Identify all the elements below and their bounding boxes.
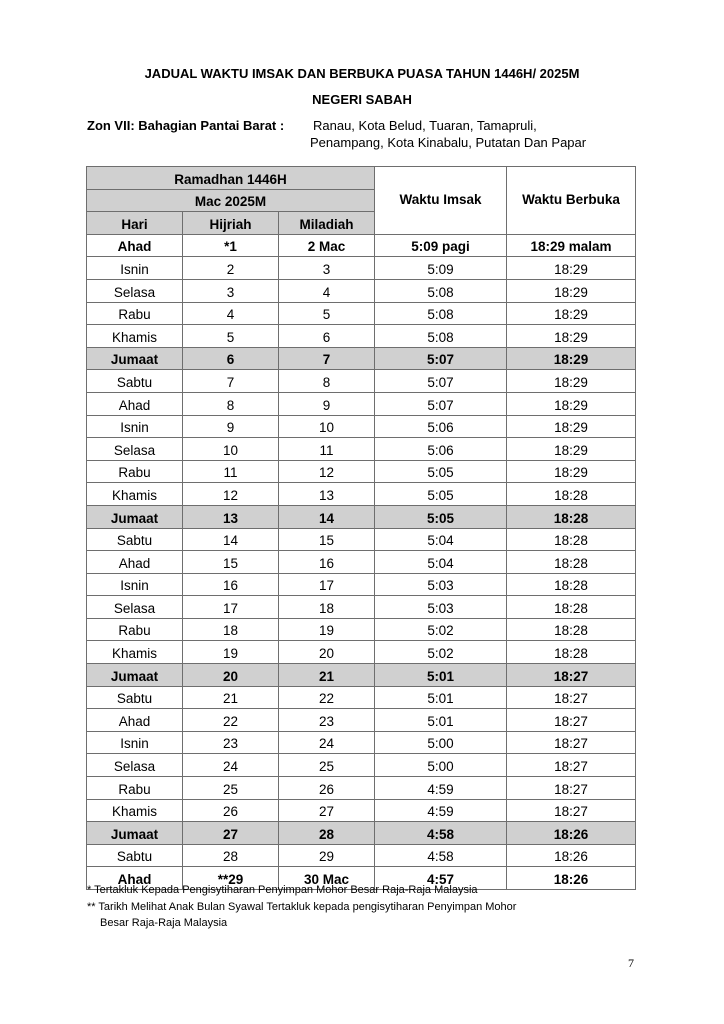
table-row: [87, 370, 636, 393]
zone-label: Zon VII: Bahagian Pantai Barat :: [87, 118, 285, 133]
cell-berbuka: 18:27: [507, 664, 636, 687]
cell-imsak: 5:01: [375, 709, 507, 732]
header-month: Mac 2025M: [87, 189, 375, 212]
cell-berbuka: 18:26: [507, 844, 636, 867]
cell-berbuka: 18:29: [507, 325, 636, 348]
cell-hari: Isnin: [87, 257, 183, 280]
cell-hijriah: 23: [183, 731, 279, 754]
cell-berbuka: 18:27: [507, 799, 636, 822]
cell-imsak: 5:02: [375, 618, 507, 641]
cell-hari: Isnin: [87, 573, 183, 596]
cell-miladiah: 12: [279, 460, 375, 483]
cell-miladiah: 30 Mac: [279, 867, 375, 890]
footnote-2: ** Tarikh Melihat Anak Bulan Syawal Tertakluk kepada pengisytiharan Penyimpan Mohor: [87, 901, 517, 913]
cell-hijriah: 2: [183, 257, 279, 280]
schedule-table: [86, 166, 636, 890]
cell-imsak: 5:07: [375, 392, 507, 415]
cell-hijriah: 18: [183, 618, 279, 641]
cell-hari: Rabu: [87, 618, 183, 641]
table-row: [87, 777, 636, 800]
cell-miladiah: 22: [279, 686, 375, 709]
table-row: [87, 438, 636, 461]
cell-berbuka: 18:27: [507, 777, 636, 800]
cell-berbuka: 18:29: [507, 347, 636, 370]
cell-hari: Sabtu: [87, 370, 183, 393]
cell-hari: Selasa: [87, 279, 183, 302]
cell-hijriah: 22: [183, 709, 279, 732]
cell-berbuka: 18:26: [507, 867, 636, 890]
cell-miladiah: 21: [279, 664, 375, 687]
cell-hari: Ahad: [87, 392, 183, 415]
table-row: [87, 279, 636, 302]
cell-imsak: 5:00: [375, 754, 507, 777]
cell-miladiah: 24: [279, 731, 375, 754]
cell-hari: Khamis: [87, 483, 183, 506]
cell-imsak: 5:08: [375, 279, 507, 302]
table-row: [87, 618, 636, 641]
cell-miladiah: 14: [279, 505, 375, 528]
cell-imsak: 4:58: [375, 822, 507, 845]
cell-imsak: 5:06: [375, 438, 507, 461]
cell-hari: Selasa: [87, 754, 183, 777]
cell-hijriah: 7: [183, 370, 279, 393]
table-row: [87, 709, 636, 732]
table-row: [87, 234, 636, 257]
header-waktu-berbuka: Waktu Berbuka: [507, 167, 636, 235]
cell-berbuka: 18:28: [507, 618, 636, 641]
cell-miladiah: 28: [279, 822, 375, 845]
table-row: [87, 325, 636, 348]
cell-berbuka: 18:29 malam: [507, 234, 636, 257]
cell-hijriah: **29: [183, 867, 279, 890]
cell-miladiah: 3: [279, 257, 375, 280]
cell-miladiah: 17: [279, 573, 375, 596]
cell-miladiah: 6: [279, 325, 375, 348]
cell-hari: Jumaat: [87, 822, 183, 845]
header-hijriah: Hijriah: [183, 212, 279, 235]
cell-miladiah: 11: [279, 438, 375, 461]
cell-hijriah: 28: [183, 844, 279, 867]
header-ramadhan: Ramadhan 1446H: [87, 167, 375, 190]
cell-hari: Jumaat: [87, 505, 183, 528]
cell-hijriah: 10: [183, 438, 279, 461]
footnote-1: * Tertakluk Kepada Pengisytiharan Penyimpan Mohor Besar Raja-Raja Malaysia: [87, 884, 478, 896]
table-row: [87, 392, 636, 415]
cell-berbuka: 18:29: [507, 257, 636, 280]
cell-hari: Ahad: [87, 709, 183, 732]
cell-imsak: 5:07: [375, 347, 507, 370]
cell-hari: Selasa: [87, 438, 183, 461]
footnote-2-continued: Besar Raja-Raja Malaysia: [100, 917, 228, 929]
cell-imsak: 5:03: [375, 573, 507, 596]
table-row: [87, 551, 636, 574]
cell-miladiah: 27: [279, 799, 375, 822]
cell-hari: Jumaat: [87, 664, 183, 687]
cell-hijriah: 20: [183, 664, 279, 687]
table-row: [87, 347, 636, 370]
cell-hijriah: 9: [183, 415, 279, 438]
cell-miladiah: 23: [279, 709, 375, 732]
cell-berbuka: 18:29: [507, 460, 636, 483]
cell-hari: Sabtu: [87, 686, 183, 709]
cell-miladiah: 5: [279, 302, 375, 325]
cell-imsak: 5:09: [375, 257, 507, 280]
cell-hijriah: 16: [183, 573, 279, 596]
cell-miladiah: 4: [279, 279, 375, 302]
cell-hijriah: 26: [183, 799, 279, 822]
cell-hari: Ahad: [87, 234, 183, 257]
cell-hari: Jumaat: [87, 347, 183, 370]
cell-hijriah: 21: [183, 686, 279, 709]
table-row: [87, 596, 636, 619]
cell-hijriah: *1: [183, 234, 279, 257]
cell-hijriah: 13: [183, 505, 279, 528]
cell-miladiah: 10: [279, 415, 375, 438]
cell-miladiah: 20: [279, 641, 375, 664]
table-row: [87, 460, 636, 483]
cell-imsak: 5:05: [375, 460, 507, 483]
cell-imsak: 4:59: [375, 777, 507, 800]
header-hari: Hari: [87, 212, 183, 235]
cell-imsak: 5:03: [375, 596, 507, 619]
document-subtitle-state: NEGERI SABAH: [312, 92, 412, 107]
cell-hijriah: 4: [183, 302, 279, 325]
cell-hijriah: 27: [183, 822, 279, 845]
table-row: [87, 799, 636, 822]
cell-miladiah: 16: [279, 551, 375, 574]
cell-hari: Sabtu: [87, 528, 183, 551]
cell-hijriah: 24: [183, 754, 279, 777]
cell-berbuka: 18:28: [507, 596, 636, 619]
document-title: JADUAL WAKTU IMSAK DAN BERBUKA PUASA TAHUN 1446H/ 2025M: [144, 66, 580, 81]
cell-hari: Sabtu: [87, 844, 183, 867]
cell-hari: Isnin: [87, 415, 183, 438]
cell-hari: Ahad: [87, 551, 183, 574]
table-row: [87, 822, 636, 845]
cell-miladiah: 15: [279, 528, 375, 551]
table-row: [87, 483, 636, 506]
cell-berbuka: 18:29: [507, 438, 636, 461]
cell-imsak: 5:04: [375, 551, 507, 574]
cell-berbuka: 18:28: [507, 551, 636, 574]
cell-berbuka: 18:29: [507, 302, 636, 325]
cell-imsak: 4:58: [375, 844, 507, 867]
cell-berbuka: 18:28: [507, 528, 636, 551]
cell-berbuka: 18:28: [507, 483, 636, 506]
cell-hijriah: 6: [183, 347, 279, 370]
cell-berbuka: 18:28: [507, 505, 636, 528]
cell-imsak: 5:02: [375, 641, 507, 664]
cell-imsak: 5:08: [375, 325, 507, 348]
cell-hijriah: 3: [183, 279, 279, 302]
header-miladiah: Miladiah: [279, 212, 375, 235]
cell-hari: Rabu: [87, 777, 183, 800]
cell-imsak: 5:01: [375, 664, 507, 687]
cell-hari: Rabu: [87, 460, 183, 483]
cell-hari: Khamis: [87, 641, 183, 664]
cell-berbuka: 18:27: [507, 754, 636, 777]
table-row: [87, 664, 636, 687]
cell-miladiah: 7: [279, 347, 375, 370]
cell-imsak: 4:57: [375, 867, 507, 890]
cell-berbuka: 18:26: [507, 822, 636, 845]
zone-areas-line-2: Penampang, Kota Kinabalu, Putatan Dan Papar: [310, 135, 587, 150]
table-row: [87, 754, 636, 777]
cell-berbuka: 18:29: [507, 415, 636, 438]
table-row: [87, 641, 636, 664]
table-row: [87, 302, 636, 325]
cell-berbuka: 18:27: [507, 731, 636, 754]
cell-berbuka: 18:27: [507, 686, 636, 709]
cell-miladiah: 13: [279, 483, 375, 506]
cell-hijriah: 15: [183, 551, 279, 574]
cell-imsak: 5:00: [375, 731, 507, 754]
table-row: [87, 844, 636, 867]
cell-imsak: 5:05: [375, 505, 507, 528]
cell-hijriah: 14: [183, 528, 279, 551]
cell-miladiah: 18: [279, 596, 375, 619]
cell-miladiah: 9: [279, 392, 375, 415]
cell-miladiah: 2 Mac: [279, 234, 375, 257]
cell-berbuka: 18:29: [507, 279, 636, 302]
cell-berbuka: 18:27: [507, 709, 636, 732]
header-waktu-imsak: Waktu Imsak: [375, 167, 507, 235]
cell-imsak: 5:01: [375, 686, 507, 709]
cell-hari: Khamis: [87, 325, 183, 348]
cell-hijriah: 11: [183, 460, 279, 483]
table-row: [87, 505, 636, 528]
table-row: [87, 415, 636, 438]
cell-imsak: 5:09 pagi: [375, 234, 507, 257]
cell-hari: Isnin: [87, 731, 183, 754]
table-row: [87, 257, 636, 280]
zone-areas-line-1: Ranau, Kota Belud, Tuaran, Tamapruli,: [313, 118, 537, 133]
cell-berbuka: 18:29: [507, 370, 636, 393]
cell-imsak: 5:05: [375, 483, 507, 506]
cell-hijriah: 17: [183, 596, 279, 619]
cell-miladiah: 26: [279, 777, 375, 800]
cell-berbuka: 18:28: [507, 573, 636, 596]
table-row: [87, 731, 636, 754]
cell-miladiah: 19: [279, 618, 375, 641]
cell-hari: Ahad: [87, 867, 183, 890]
cell-hari: Khamis: [87, 799, 183, 822]
cell-berbuka: 18:28: [507, 641, 636, 664]
cell-imsak: 5:08: [375, 302, 507, 325]
page-number: 7: [628, 956, 634, 970]
cell-hijriah: 19: [183, 641, 279, 664]
cell-miladiah: 29: [279, 844, 375, 867]
cell-hijriah: 8: [183, 392, 279, 415]
cell-hari: Selasa: [87, 596, 183, 619]
cell-berbuka: 18:29: [507, 392, 636, 415]
table-row: [87, 686, 636, 709]
cell-hijriah: 5: [183, 325, 279, 348]
cell-hijriah: 12: [183, 483, 279, 506]
cell-hari: Rabu: [87, 302, 183, 325]
cell-imsak: 5:04: [375, 528, 507, 551]
cell-imsak: 5:06: [375, 415, 507, 438]
cell-imsak: 4:59: [375, 799, 507, 822]
cell-hijriah: 25: [183, 777, 279, 800]
cell-miladiah: 8: [279, 370, 375, 393]
cell-miladiah: 25: [279, 754, 375, 777]
table-row: [87, 573, 636, 596]
cell-imsak: 5:07: [375, 370, 507, 393]
table-row: [87, 528, 636, 551]
